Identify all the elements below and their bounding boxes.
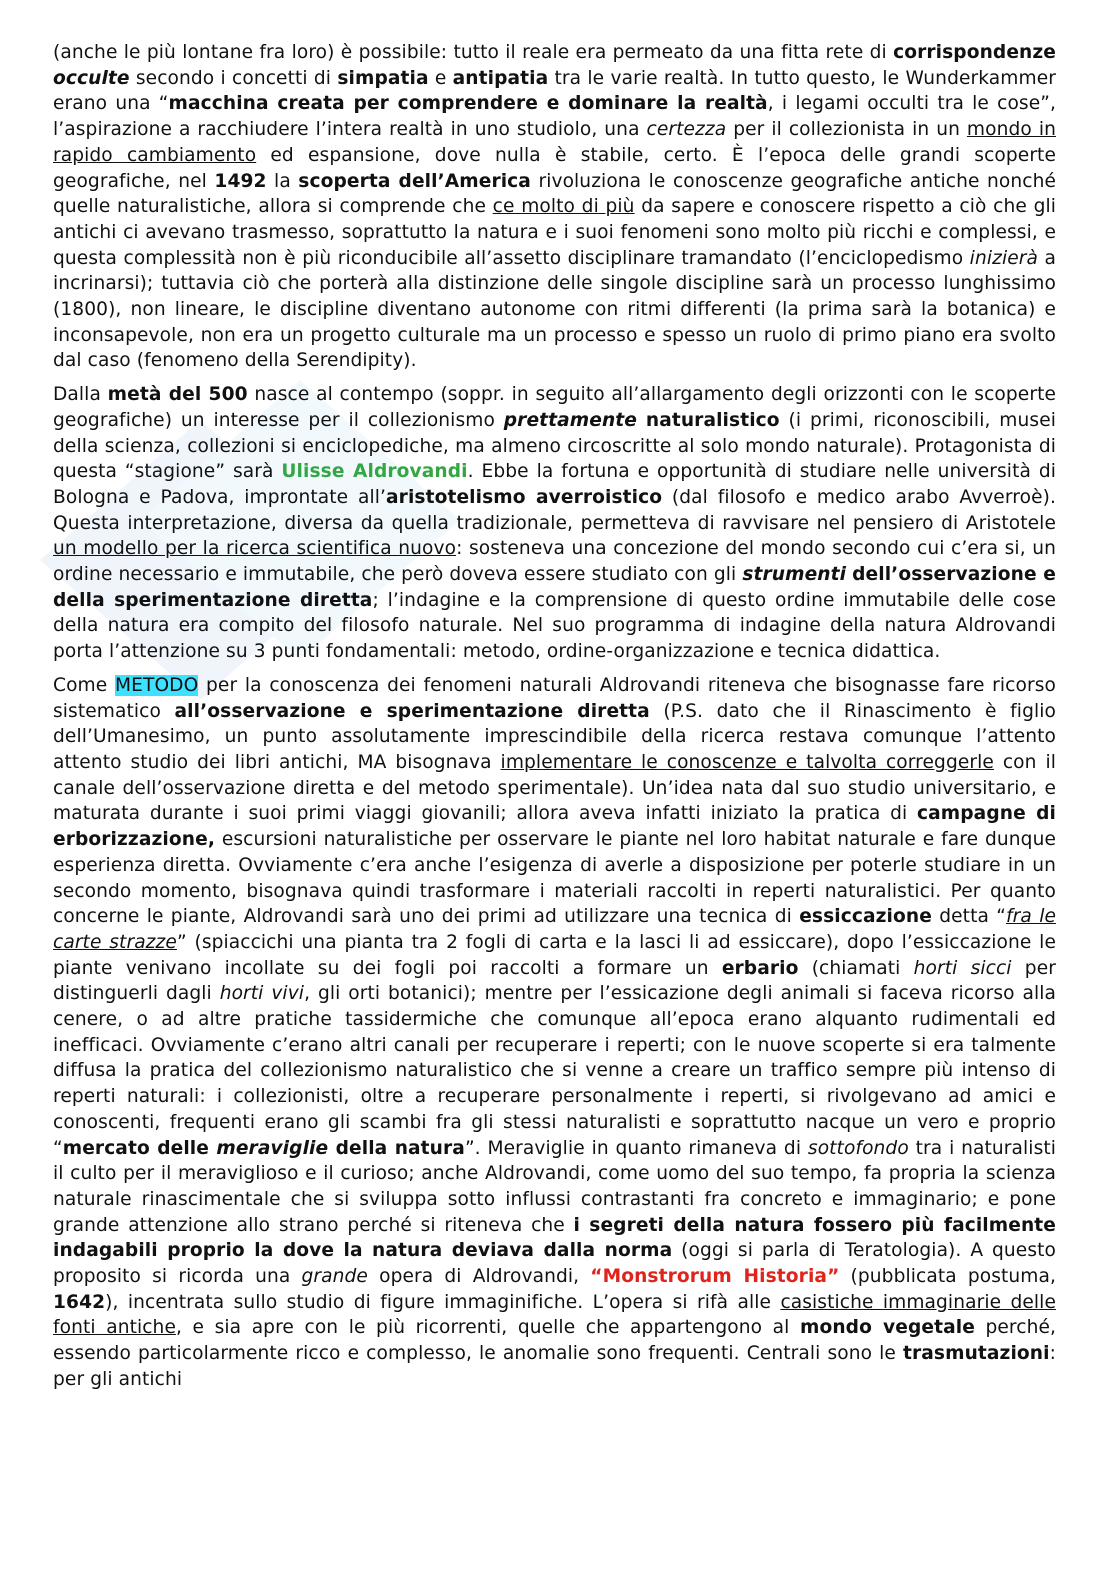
name-ulisse-aldrovandi: Ulisse Aldrovandi xyxy=(281,461,468,483)
paragraph-2: Dalla metà del 500 nasce al contempo (soppr. in seguito all’allargamento degli orizzonti con le scoperte geografiche) un interesse per il collezionismo prettamente naturalistico (i primi, riconoscibili, musei della scienza, collezioni si enciclopediche, ma almeno circoscritte al solo mondo naturale). Protagonista di questa “stagione” sarà Ulisse Aldrovandi. Ebbe la fortuna e opportunità di studiare nelle università di Bologna e Padova, improntate all’aristotelismo averroistico (dal filosofo e medico arabo Avverroè). Questa interpretazione, diversa da quella tradizionale, permetteva di ravvisare nel pensiero di Aristotele un modello per la ricerca scientifica nuovo: sosteneva una concezione del mondo secondo cui c’era si, un ordine necessario e immutabile, che però doveva essere studiato con gli strumenti dell’osservazione e della sperimentazione diretta; l’indagine e la comprensione di questo ordine immutabile delle cose della natura era compito del filosofo naturale. Nel suo programma di indagine della natura Aldrovandi porta l’attenzione su 3 punti fondamentali: metodo, ordine-organizzazione e tecnica didattica. xyxy=(53,384,1057,663)
paragraph-3: Come METODO per la conoscenza dei fenomeni naturali Aldrovandi riteneva che bisognasse fare ricorso sistematico all’osservazione e sperimentazione diretta (P.S. dato che il Rinascimento è figlio dell’Umanesimo, un punto assolutamente imprescindibile della ricerca restava comunque l’attento attento studio dei libri antichi, MA bisognava implementare le conoscenze e talvolta correggerle con il canale dell’osservazione diretta e del metodo sperimentale). Un’idea nata dal suo studio universitario, e maturata durante i suoi primi viaggi giovanili; allora aveva infatti iniziato la pratica di campagne di erborizzazione, escursioni naturalistiche per osservare le piante nel loro habitat naturale e fare dunque esperienza diretta. Ovviamente c’era anche l’esigenza di averle a disposizione per poterle studiare in un secondo momento, bisognava quindi trasformare i materiali raccolti in reperti naturalistici. Per quanto concerne le piante, Aldrovandi sarà uno dei primi ad utilizzare una tecnica di essiccazione detta “fra le carte strazze” (spiaccichi una pianta tra 2 fogli di carta e la lasci li ad essiccare), dopo l’essiccazione le piante venivano incollate su dei fogli poi raccolti a formare un erbario (chiamati horti sicci per distinguerli dagli horti vivi, gli orti botanici); mentre per l’essicazione degli animali si faceva ricorso alla cenere, o ad altre pratiche tassidermiche che comunque all’epoca erano alquanto rudimentali ed inefficaci. Ovviamente c’erano altri canali per recuperare i reperti; con le nuove scoperte si era talmente diffusa la pratica del collezionismo naturalistico che si venne a creare un traffico sempre più intenso di reperti naturali: i collezionisti, oltre a recuperare personalmente i reperti, si rivolgevano ad amici e conoscenti, frequenti erano gli scambi fra gli stessi naturalisti e soprattutto nacque un vero e proprio “mercato delle meraviglie della natura”. Meraviglie in quanto rimaneva di sottofondo tra i naturalisti il culto per il meraviglioso e il curioso; anche Aldrovandi, come uomo del suo tempo, fa propria la scienza naturale rinascimentale che si sviluppa sotto influssi contrastanti fra concreto e immaginario; e pone grande attenzione allo strano perché si riteneva che i segreti della natura fossero più facilmente indagabili proprio la dove la natura deviava dalla norma (oggi si parla di Teratologia). A questo proposito si ricorda una grande opera di Aldrovandi, “Monstrorum Historia” (pubblicata postuma, 1642), incentrata sullo studio di figure immaginifiche. L’opera si rifà alle casistiche immaginarie delle fonti antiche, e sia apre con le più ricorrenti, quelle che appartengono al mondo vegetale perché, essendo particolarmente ricco e complesso, le anomalie sono frequenti. Centrali sono le trasmutazioni: per gli antichi xyxy=(53,674,1057,1390)
paragraph-1: (anche le più lontane fra loro) è possibile: tutto il reale era permeato da una fitta rete di corrispondenze occulte secondo i concetti di simpatia e antipatia tra le varie realtà. In tutto questo, le Wunderkammer erano una “macchina creata per comprendere e dominare la realtà, i legami occulti tra le cose”, l’aspirazione a racchiudere l’intera realtà in uno studiolo, una certezza per il collezionista in un mondo in rapido cambiamento ed espansione, dove nulla è stabile, certo. È l’epoca delle grandi scoperte geografiche, nel 1492 la scoperta dell’America rivoluziona le conoscenze geografiche antiche nonché quelle naturalistiche, allora si comprende che ce molto di più da sapere e conoscere rispetto a ciò che gli antichi ci avevano trasmesso, soprattutto la natura e i suoi fenomeni sono molto più ricchi e complessi, e questa complessità non è più riconducibile all’assetto disciplinare tramandato (l’enciclopedismo inizierà a incrinarsi); tuttavia ciò che porterà alla distinzione delle singole discipline sarà un processo lunghissimo (1800), non lineare, le discipline diventano autonome con ritmi differenti (la prima sarà la botanica) e inconsapevole, non era un progetto culturale ma un processo e spesso un ruolo di primo piano era svolto dal caso (fenomeno della Serendipity). xyxy=(53,42,1057,372)
highlight-metodo: METODO xyxy=(115,674,199,696)
title-monstrorum-historia: “Monstrorum Historia” xyxy=(590,1266,840,1288)
document-page xyxy=(53,40,1056,1401)
